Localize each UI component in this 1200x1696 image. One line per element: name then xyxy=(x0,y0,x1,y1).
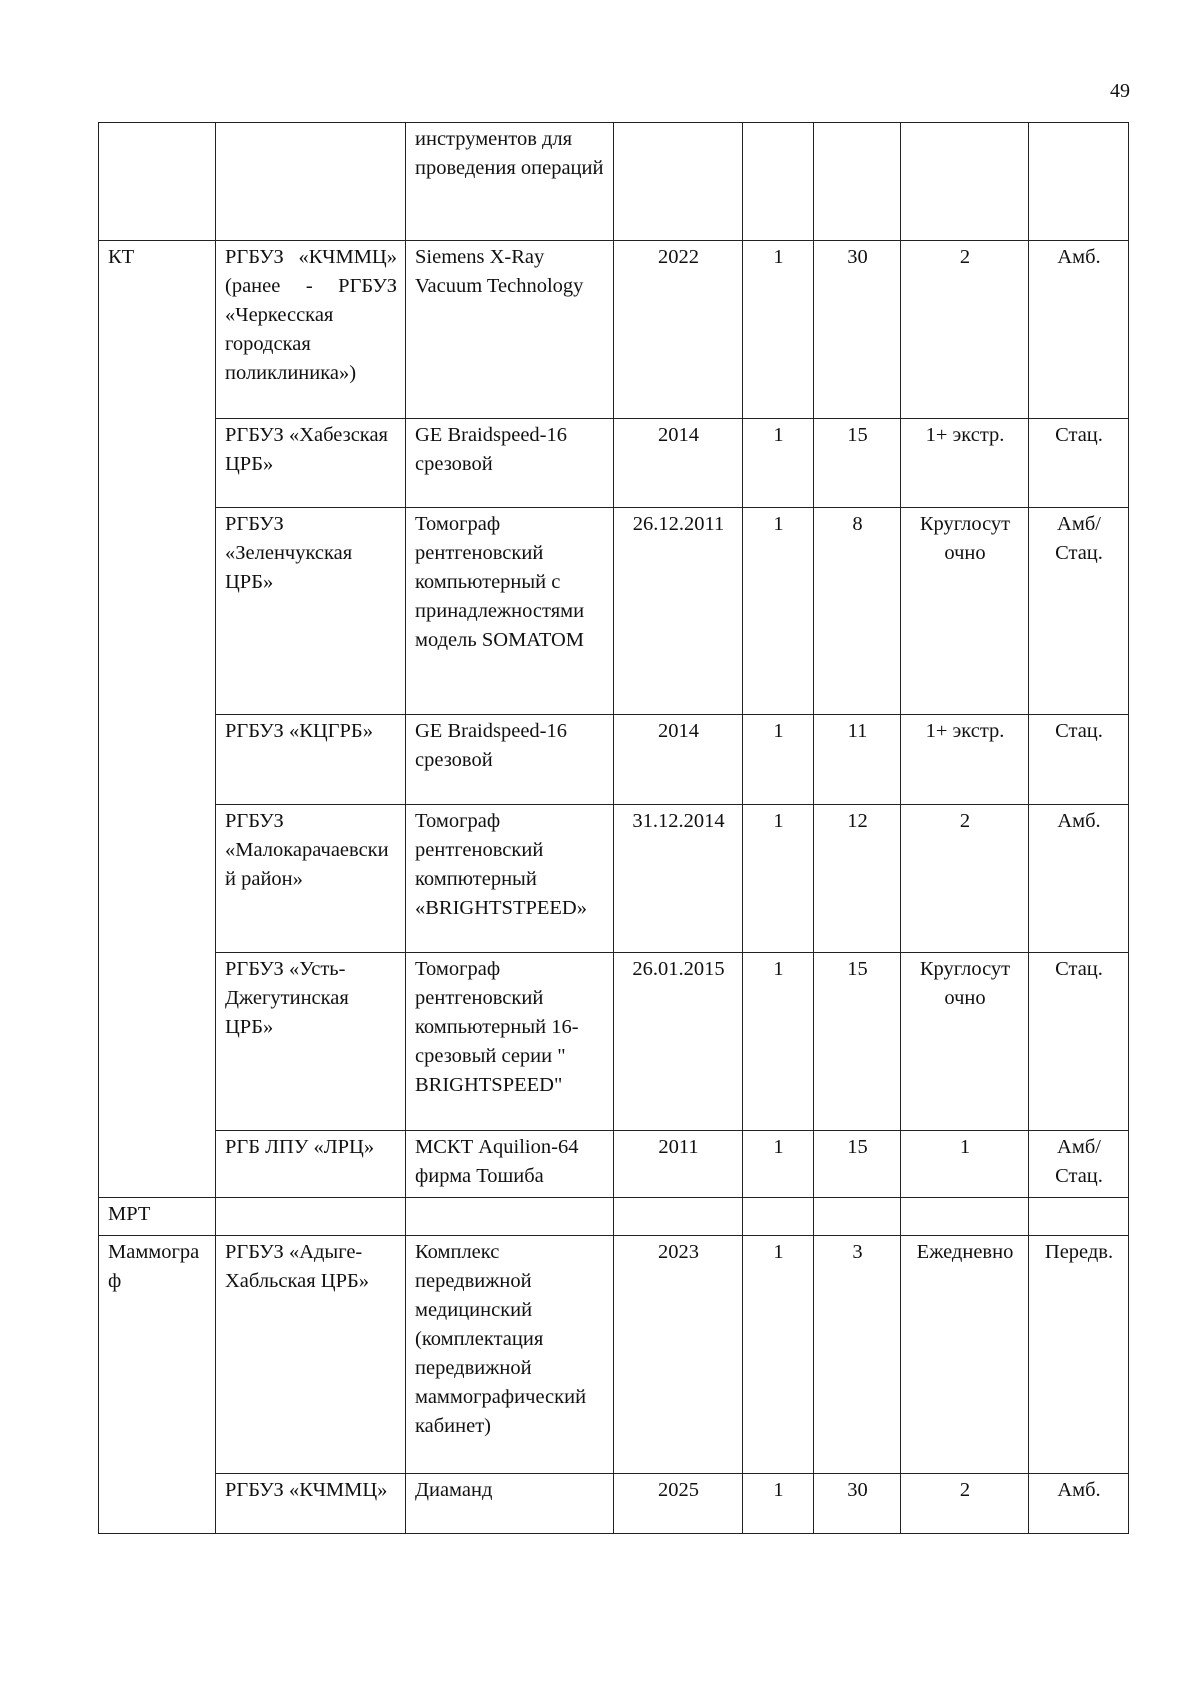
org-cell: РГБУЗ «Зеленчукская ЦРБ» xyxy=(216,508,406,715)
count-cell: 1 xyxy=(743,1131,814,1198)
year-cell xyxy=(614,1198,743,1236)
org-cell: РГБУЗ «Усть-Джегутинская ЦРБ» xyxy=(216,953,406,1131)
count-cell: 1 xyxy=(743,953,814,1131)
value-cell: 15 xyxy=(814,419,901,508)
schedule-cell: Ежедневно xyxy=(901,1236,1029,1474)
equipment-cell: Томограф рентгеновский компьютерный с принадлежностями модель SOMATOM xyxy=(406,508,614,715)
value-cell: 11 xyxy=(814,715,901,805)
year-cell: 2022 xyxy=(614,241,743,419)
mode-cell xyxy=(1029,123,1129,241)
value-cell: 3 xyxy=(814,1236,901,1474)
equipment-cell: Томограф рентгеновский компьютерный 16-срезовый серии " BRIGHTSPEED" xyxy=(406,953,614,1131)
org-cell: РГБ ЛПУ «ЛРЦ» xyxy=(216,1131,406,1198)
schedule-cell xyxy=(901,123,1029,241)
org-cell xyxy=(216,1198,406,1236)
category-mrt: МРТ xyxy=(99,1198,216,1236)
equipment-cell: инструментов для проведения операций xyxy=(406,123,614,241)
value-cell: 8 xyxy=(814,508,901,715)
mode-cell: Стац. xyxy=(1029,715,1129,805)
schedule-cell: 2 xyxy=(901,1474,1029,1534)
count-cell: 1 xyxy=(743,508,814,715)
value-cell: 15 xyxy=(814,953,901,1131)
mode-cell: Амб. xyxy=(1029,1474,1129,1534)
org-cell xyxy=(216,123,406,241)
table-row xyxy=(99,419,1129,508)
table-row xyxy=(99,1474,1129,1534)
value-cell xyxy=(814,1198,901,1236)
table-row xyxy=(99,508,1129,715)
mode-cell: Амб/Стац. xyxy=(1029,1131,1129,1198)
schedule-cell: Круглосут очно xyxy=(901,953,1029,1131)
schedule-cell: 2 xyxy=(901,805,1029,953)
count-cell: 1 xyxy=(743,1236,814,1474)
equipment-cell: МСКТ Aquilion-64 фирма Тошиба xyxy=(406,1131,614,1198)
equipment-cell: Томограф рентгеновский компютерный «BRIGHTSTPEED» xyxy=(406,805,614,953)
year-cell: 31.12.2014 xyxy=(614,805,743,953)
value-cell: 12 xyxy=(814,805,901,953)
count-cell: 1 xyxy=(743,419,814,508)
schedule-cell xyxy=(901,1198,1029,1236)
schedule-cell: 1+ экстр. xyxy=(901,419,1029,508)
equipment-table xyxy=(98,122,1129,1534)
mode-cell: Передв. xyxy=(1029,1236,1129,1474)
year-cell: 26.01.2015 xyxy=(614,953,743,1131)
mode-cell: Амб/Стац. xyxy=(1029,508,1129,715)
page-number: 49 xyxy=(1110,80,1130,102)
mode-cell: Стац. xyxy=(1029,419,1129,508)
table-row xyxy=(99,805,1129,953)
org-cell: РГБУЗ «КЧММЦ» (ранее - РГБУЗ «Черкесская городская поликлиника») xyxy=(216,241,406,419)
value-cell: 30 xyxy=(814,241,901,419)
table-row xyxy=(99,715,1129,805)
schedule-cell: 1+ экстр. xyxy=(901,715,1029,805)
year-cell: 26.12.2011 xyxy=(614,508,743,715)
table-row xyxy=(99,1131,1129,1198)
year-cell: 2014 xyxy=(614,419,743,508)
year-cell: 2023 xyxy=(614,1236,743,1474)
category-mammograph: Маммограф xyxy=(99,1236,216,1534)
category-kt: КТ xyxy=(99,241,216,1198)
year-cell: 2025 xyxy=(614,1474,743,1534)
equipment-cell: Siemens X-Ray Vacuum Technology xyxy=(406,241,614,419)
count-cell: 1 xyxy=(743,241,814,419)
table-row xyxy=(99,953,1129,1131)
year-cell: 2011 xyxy=(614,1131,743,1198)
equipment-cell: Диаманд xyxy=(406,1474,614,1534)
value-cell xyxy=(814,123,901,241)
mode-cell: Стац. xyxy=(1029,953,1129,1131)
equipment-cell: Комплекс передвижной медицинский (комплектация передвижной маммографический кабинет) xyxy=(406,1236,614,1474)
year-cell xyxy=(614,123,743,241)
schedule-cell: 1 xyxy=(901,1131,1029,1198)
org-cell: РГБУЗ «Адыге-Хабльская ЦРБ» xyxy=(216,1236,406,1474)
count-cell xyxy=(743,123,814,241)
org-cell: РГБУЗ «Малокарачаевский район» xyxy=(216,805,406,953)
value-cell: 15 xyxy=(814,1131,901,1198)
equipment-cell xyxy=(406,1198,614,1236)
category-cell xyxy=(99,123,216,241)
mode-cell xyxy=(1029,1198,1129,1236)
org-cell: РГБУЗ «КЦГРБ» xyxy=(216,715,406,805)
mode-cell: Амб. xyxy=(1029,805,1129,953)
count-cell: 1 xyxy=(743,1474,814,1534)
count-cell: 1 xyxy=(743,805,814,953)
schedule-cell: 2 xyxy=(901,241,1029,419)
org-cell: РГБУЗ «КЧММЦ» xyxy=(216,1474,406,1534)
count-cell xyxy=(743,1198,814,1236)
value-cell: 30 xyxy=(814,1474,901,1534)
count-cell: 1 xyxy=(743,715,814,805)
mode-cell: Амб. xyxy=(1029,241,1129,419)
table-row xyxy=(99,123,1129,241)
equipment-cell: GE Braidspeed-16 срезовой xyxy=(406,715,614,805)
table-row xyxy=(99,1198,1129,1236)
org-cell: РГБУЗ «Хабезская ЦРБ» xyxy=(216,419,406,508)
table-row xyxy=(99,1236,1129,1474)
year-cell: 2014 xyxy=(614,715,743,805)
table-row xyxy=(99,241,1129,419)
schedule-cell: Круглосут очно xyxy=(901,508,1029,715)
equipment-cell: GE Braidspeed-16 срезовой xyxy=(406,419,614,508)
